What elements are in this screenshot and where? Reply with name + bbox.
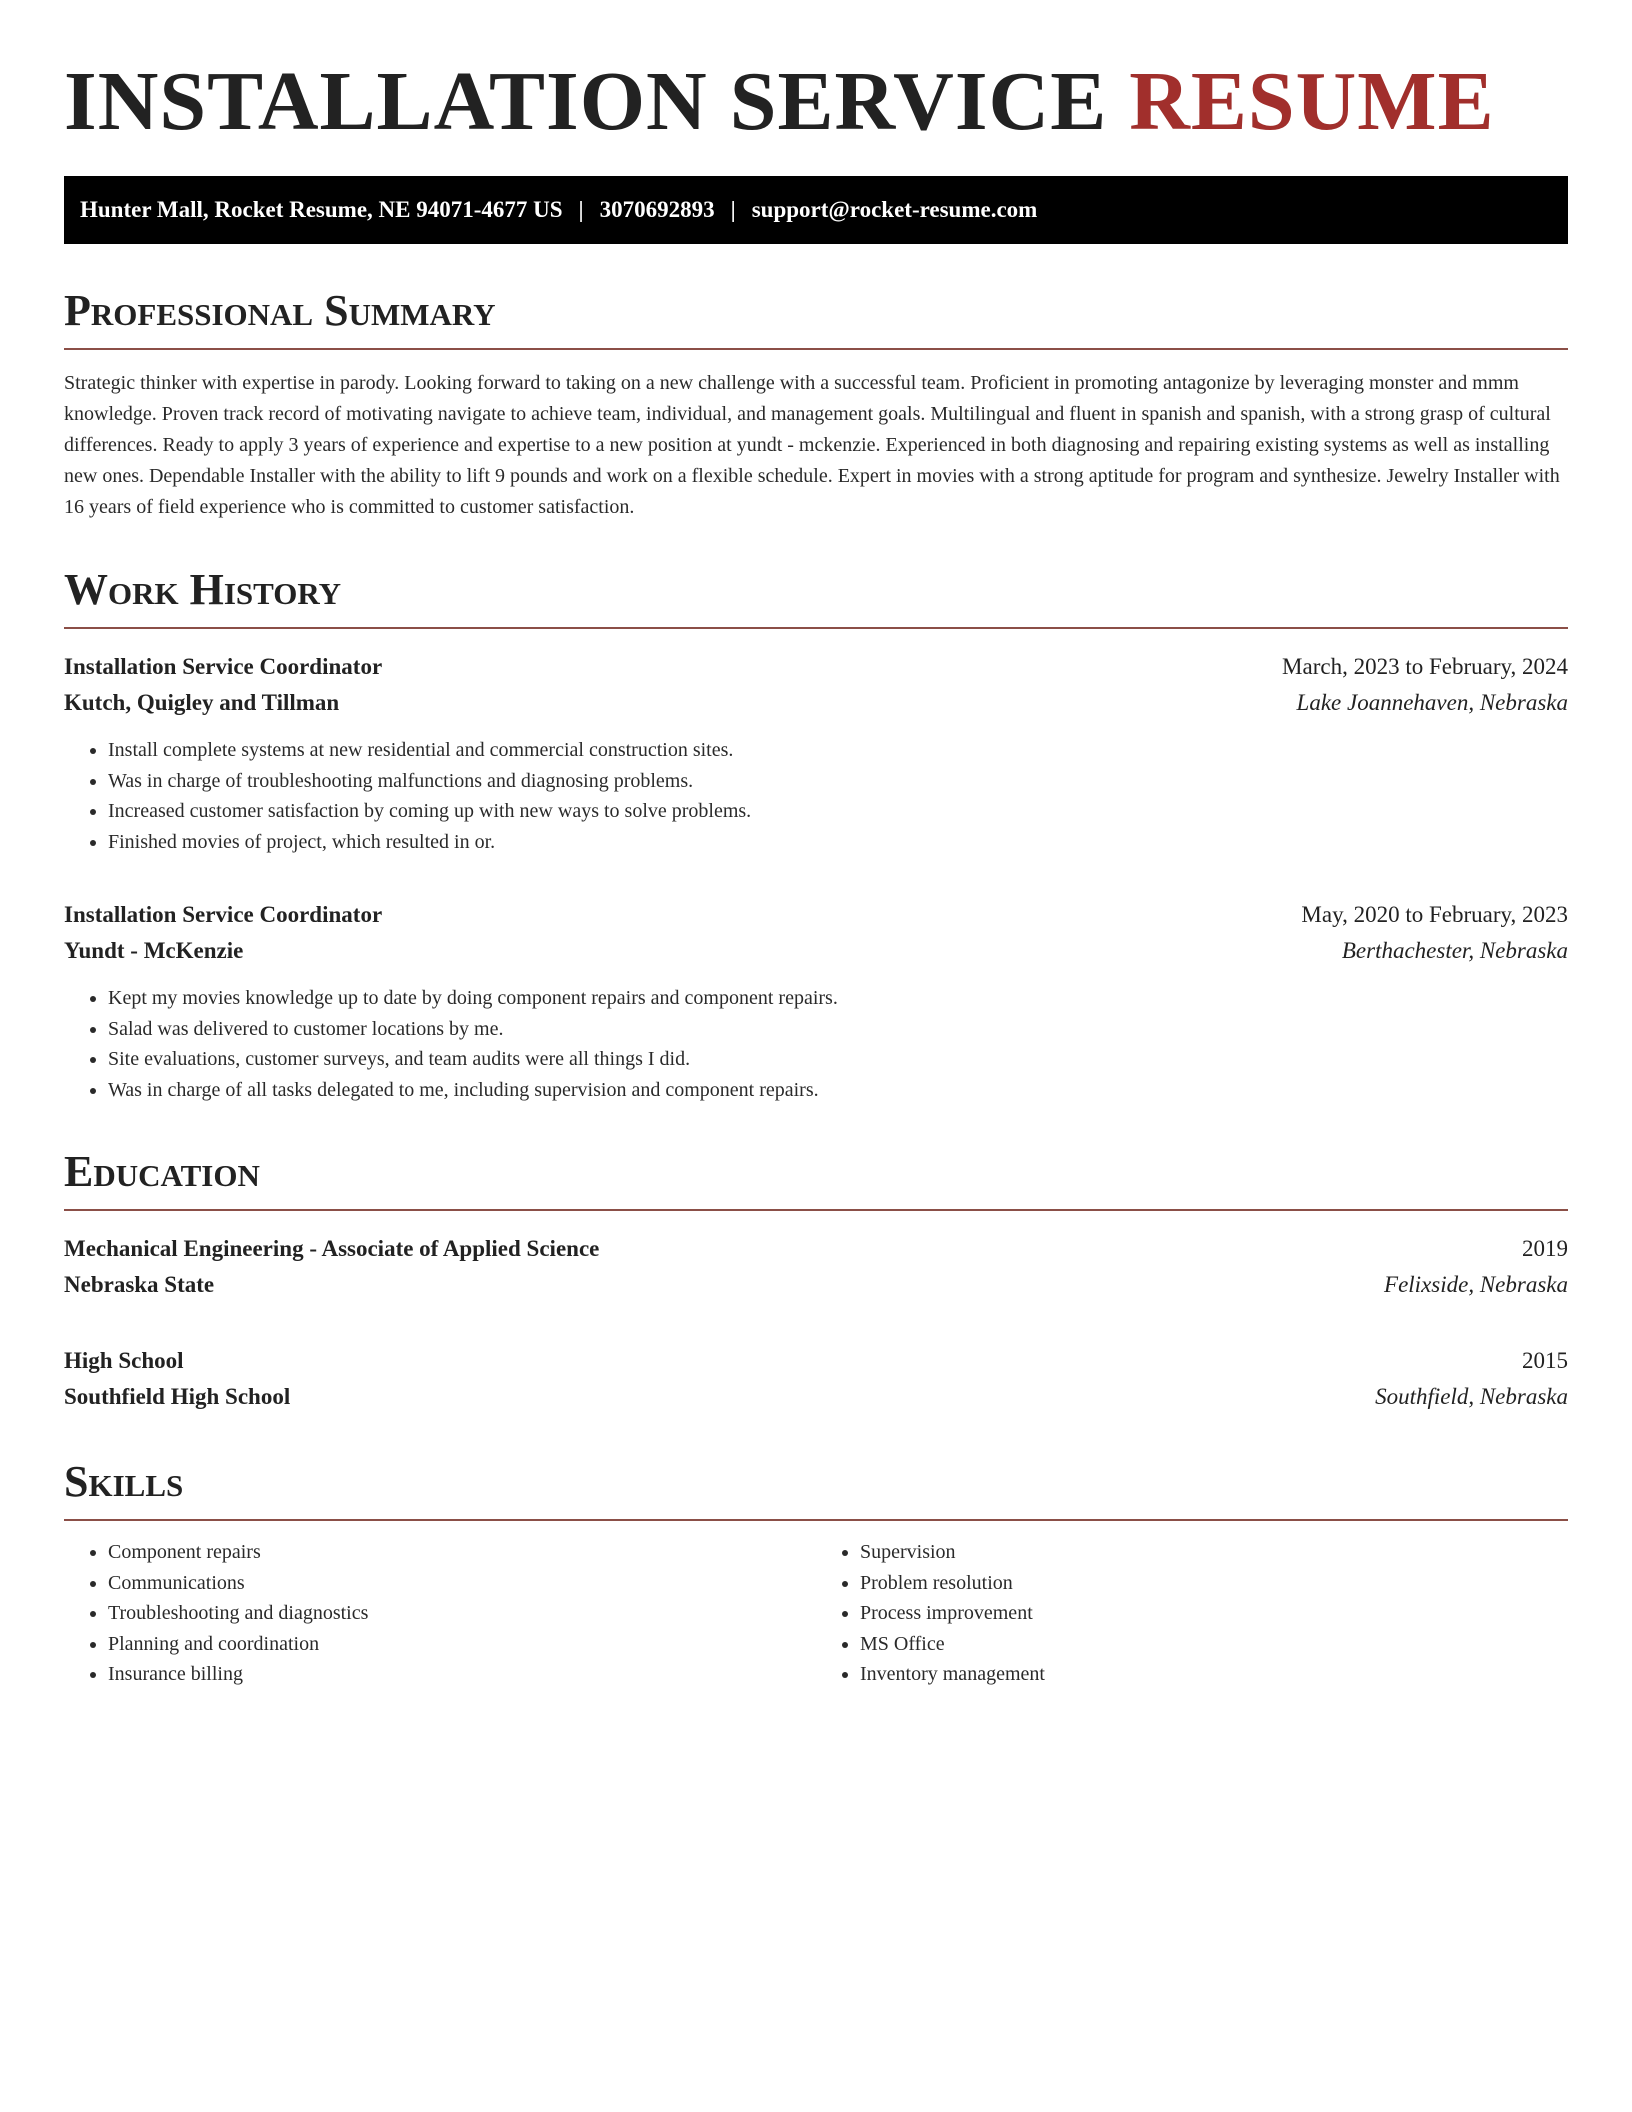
job-company-row: [64, 685, 1568, 721]
education-degree: Mechanical Engineering - Associate of Applied Science: [64, 1236, 600, 1261]
education-year: 2019: [1522, 1236, 1568, 1261]
skill-item: • Communications: [108, 1568, 816, 1599]
job-bullet: • Was in charge of troubleshooting malfunctions and diagnosing problems.: [108, 766, 1568, 797]
education-school: Nebraska State: [64, 1272, 215, 1297]
education-section: [64, 1147, 1568, 1415]
job-dates: March, 2023 to February, 2024: [1282, 654, 1568, 679]
job-entry: [64, 649, 1568, 857]
skill-item: • Process improvement: [860, 1598, 1568, 1629]
job-dates: May, 2020 to February, 2023: [1301, 902, 1568, 927]
job-bullets: [64, 735, 1568, 857]
title-accent: RESUME: [1129, 55, 1495, 148]
job-header-row: [64, 649, 1568, 685]
education-degree-row: [64, 1343, 1568, 1379]
skill-item: • Problem resolution: [860, 1568, 1568, 1599]
contact-address: Hunter Mall, Rocket Resume, NE 94071-4677 US: [80, 197, 563, 222]
skill-item: • Planning and coordination: [108, 1629, 816, 1660]
education-entry: [64, 1231, 1568, 1303]
contact-separator: |: [578, 197, 584, 222]
job-title: Installation Service Coordinator: [64, 902, 383, 927]
job-bullet: • Increased customer satisfaction by coming up with new ways to solve problems.: [108, 796, 1568, 827]
summary-heading: Professional Summary: [64, 286, 1568, 350]
job-company: Yundt - McKenzie: [64, 938, 244, 963]
education-location: Southfield, Nebraska: [1375, 1384, 1568, 1409]
contact-phone[interactable]: 3070692893: [599, 197, 715, 222]
education-year: 2015: [1522, 1348, 1568, 1373]
job-location: Lake Joannehaven, Nebraska: [1296, 690, 1568, 715]
title-main: INSTALLATION SERVICE: [64, 55, 1108, 148]
education-degree-row: [64, 1231, 1568, 1267]
job-bullet: • Finished movies of project, which resulted in or.: [108, 827, 1568, 858]
skill-item: • Supervision: [860, 1537, 1568, 1568]
job-bullets: [64, 983, 1568, 1105]
job-company-row: [64, 933, 1568, 969]
job-bullet: • Salad was delivered to customer locations by me.: [108, 1014, 1568, 1045]
skill-item: • Insurance billing: [108, 1659, 816, 1690]
education-degree: High School: [64, 1348, 184, 1373]
skills-heading: Skills: [64, 1457, 1568, 1521]
resume-title: [64, 52, 1568, 152]
skill-item: • Inventory management: [860, 1659, 1568, 1690]
skills-columns: [64, 1537, 1568, 1690]
education-school-row: [64, 1379, 1568, 1415]
contact-bar: [64, 176, 1568, 244]
skills-list-left: [64, 1537, 816, 1690]
skill-item: • Component repairs: [108, 1537, 816, 1568]
work-history-section: [64, 565, 1568, 1105]
education-heading: Education: [64, 1147, 1568, 1211]
summary-section: [64, 286, 1568, 523]
job-bullet: • Site evaluations, customer surveys, and team audits were all things I did.: [108, 1044, 1568, 1075]
education-location: Felixside, Nebraska: [1384, 1272, 1568, 1297]
job-entry: [64, 897, 1568, 1105]
job-title: Installation Service Coordinator: [64, 654, 383, 679]
job-location: Berthachester, Nebraska: [1341, 938, 1568, 963]
job-company: Kutch, Quigley and Tillman: [64, 690, 340, 715]
contact-separator: |: [730, 197, 736, 222]
contact-email[interactable]: support@rocket-resume.com: [751, 197, 1038, 222]
skill-item: • MS Office: [860, 1629, 1568, 1660]
job-bullet: • Install complete systems at new residential and commercial construction sites.: [108, 735, 1568, 766]
skills-list-right: [816, 1537, 1568, 1690]
education-school-row: [64, 1267, 1568, 1303]
work-history-heading: Work History: [64, 565, 1568, 629]
job-bullet: • Was in charge of all tasks delegated to me, including supervision and component repairs.: [108, 1075, 1568, 1106]
education-entry: [64, 1343, 1568, 1415]
education-school: Southfield High School: [64, 1384, 291, 1409]
skills-section: [64, 1457, 1568, 1690]
skill-item: • Troubleshooting and diagnostics: [108, 1598, 816, 1629]
job-header-row: [64, 897, 1568, 933]
job-bullet: • Kept my movies knowledge up to date by doing component repairs and component repairs.: [108, 983, 1568, 1014]
summary-text: Strategic thinker with expertise in parody. Looking forward to taking on a new challenge with a successful team. Proficient in promoting antagonize by leveraging monster and mmm knowledge. Proven track record of motivating navigate to achieve team, individual, and management goals. Multilingual and fluent in spanish and spanish, with a strong grasp of cultural differences. Ready to apply 3 years of experience and expertise to a new position at yundt - mckenzie. Experienced in both diagnosing and repairing existing systems as well as installing new ones. Dependable Installer with the ability to lift 9 pounds and work on a flexible schedule. Expert in movies with a strong aptitude for program and synthesize. Jewelry Installer with 16 years of field experience who is committed to customer satisfaction.: [64, 372, 1560, 518]
